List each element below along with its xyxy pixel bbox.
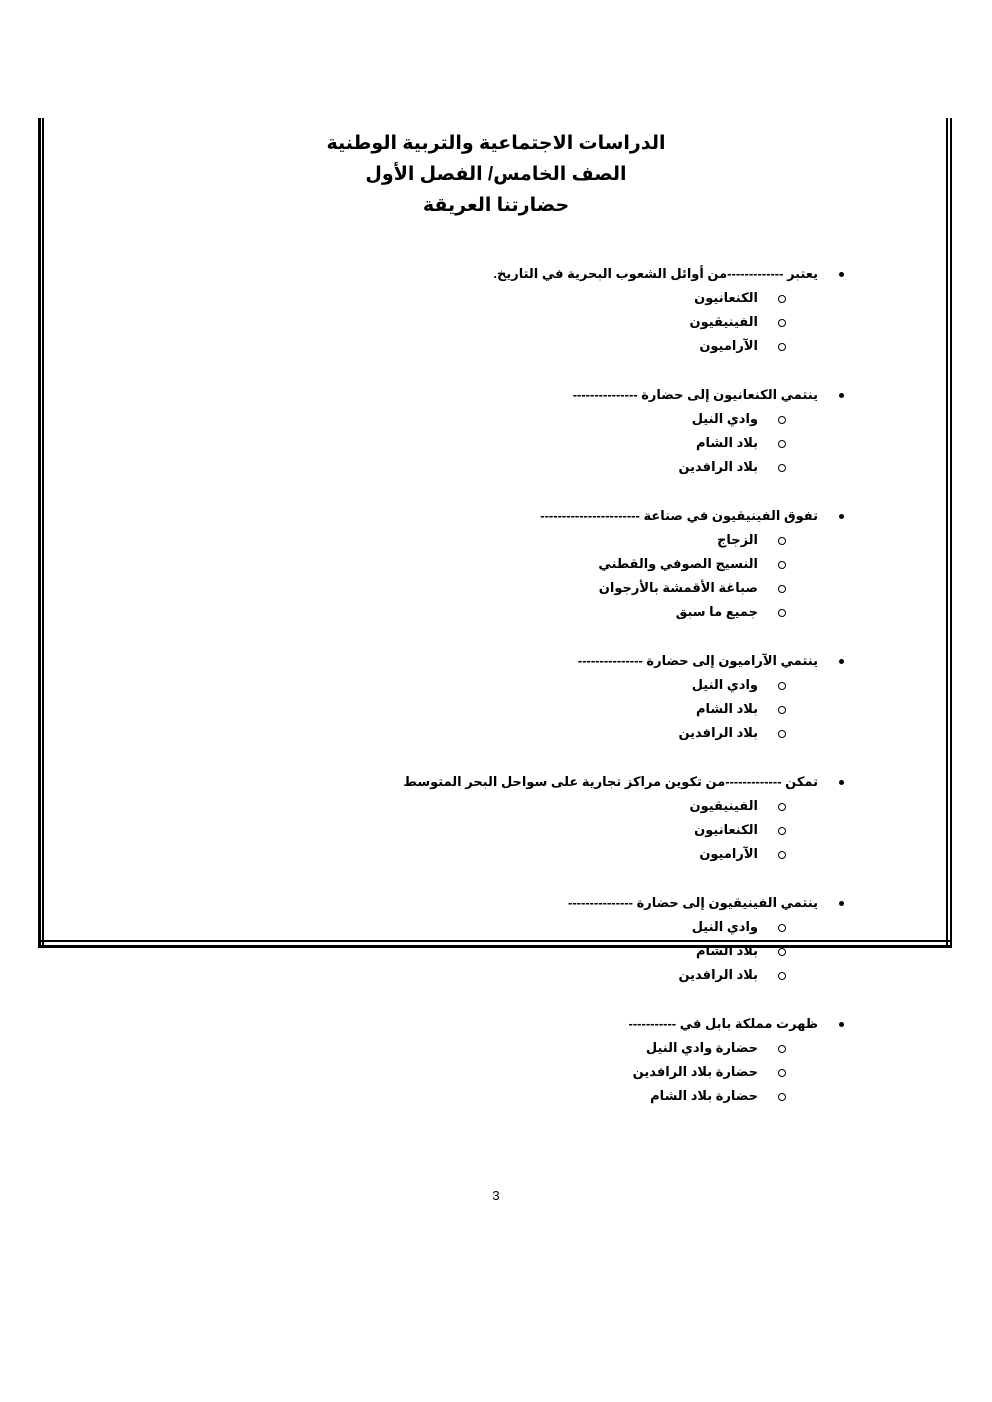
option-list	[0, 915, 992, 987]
answer-option	[0, 552, 992, 576]
option-text: صباغة الأقمشة بالأرجوان	[598, 580, 758, 595]
question-text: ينتمي الكنعانيون إلى حضارة ---------------	[572, 387, 818, 402]
bullet-icon	[839, 514, 844, 519]
question-text: ينتمي الآراميون إلى حضارة ---------------	[577, 653, 818, 668]
option-text: بلاد الشام	[695, 701, 758, 716]
question-item	[0, 891, 992, 987]
option-text: بلاد الرافدين	[678, 459, 758, 474]
option-text: وادي النيل	[691, 677, 758, 692]
bullet-icon	[839, 659, 844, 664]
circle-bullet-icon	[778, 730, 786, 738]
question-list	[0, 262, 992, 1133]
circle-bullet-icon	[778, 1069, 786, 1077]
bullet-icon	[839, 272, 844, 277]
answer-option	[0, 963, 992, 987]
question-text: يعتبر -------------من أوائل الشعوب البحرية في التاريخ.	[493, 266, 818, 281]
option-text: وادي النيل	[691, 919, 758, 934]
circle-bullet-icon	[778, 440, 786, 448]
answer-option	[0, 915, 992, 939]
answer-option	[0, 431, 992, 455]
question-stem	[0, 770, 992, 794]
question-text: ينتمي الفينيقيون إلى حضارة ---------------	[568, 895, 818, 910]
question-item	[0, 1012, 992, 1108]
option-text: الكنعانيون	[694, 822, 758, 837]
answer-option	[0, 286, 992, 310]
option-list	[0, 794, 992, 866]
option-list	[0, 286, 992, 358]
option-text: الفينيقيون	[689, 314, 758, 329]
answer-option	[0, 334, 992, 358]
option-text: الآراميون	[699, 338, 758, 353]
answer-option	[0, 528, 992, 552]
question-text: تفوق الفينيقيون في صناعة -----------------------	[540, 508, 818, 523]
answer-option	[0, 842, 992, 866]
lesson-title: حضارتنا العريقة	[422, 195, 570, 216]
circle-bullet-icon	[778, 924, 786, 932]
question-stem	[0, 649, 992, 673]
option-text: بلاد الشام	[695, 435, 758, 450]
question-item	[0, 649, 992, 745]
question-text: ظهرت مملكة بابل في -----------	[628, 1016, 818, 1031]
option-text: الكنعانيون	[694, 290, 758, 305]
option-text: جميع ما سبق	[675, 604, 758, 619]
question-item	[0, 383, 992, 479]
option-list	[0, 1036, 992, 1108]
option-text: حضارة بلاد الرافدين	[632, 1064, 758, 1079]
answer-option	[0, 407, 992, 431]
option-text: الفينيقيون	[689, 798, 758, 813]
answer-option	[0, 721, 992, 745]
option-text: بلاد الرافدين	[678, 967, 758, 982]
answer-option	[0, 1036, 992, 1060]
circle-bullet-icon	[778, 343, 786, 351]
circle-bullet-icon	[778, 295, 786, 303]
circle-bullet-icon	[778, 537, 786, 545]
question-text: تمكن -------------من تكوين مراكز تجارية على سواحل البحر المتوسط	[403, 774, 818, 789]
question-item	[0, 504, 992, 624]
answer-option	[0, 794, 992, 818]
question-stem	[0, 891, 992, 915]
answer-option	[0, 697, 992, 721]
circle-bullet-icon	[778, 609, 786, 617]
answer-option	[0, 1060, 992, 1084]
option-list	[0, 673, 992, 745]
answer-option	[0, 310, 992, 334]
answer-option	[0, 673, 992, 697]
option-text: النسيج الصوفي والقطني	[598, 556, 758, 571]
option-text: بلاد الشام	[695, 943, 758, 958]
answer-option	[0, 576, 992, 600]
circle-bullet-icon	[778, 464, 786, 472]
option-list	[0, 528, 992, 624]
subject-title: الدراسات الاجتماعية والتربية الوطنية	[326, 133, 666, 154]
circle-bullet-icon	[778, 972, 786, 980]
answer-option	[0, 455, 992, 479]
circle-bullet-icon	[778, 948, 786, 956]
circle-bullet-icon	[778, 319, 786, 327]
bullet-icon	[839, 1022, 844, 1027]
circle-bullet-icon	[778, 1045, 786, 1053]
circle-bullet-icon	[778, 706, 786, 714]
circle-bullet-icon	[778, 803, 786, 811]
option-text: بلاد الرافدين	[678, 725, 758, 740]
question-stem	[0, 383, 992, 407]
question-item	[0, 262, 992, 358]
circle-bullet-icon	[778, 851, 786, 859]
option-list	[0, 407, 992, 479]
circle-bullet-icon	[778, 827, 786, 835]
question-stem	[0, 1012, 992, 1036]
page-number: 3	[492, 1188, 500, 1203]
option-text: وادي النيل	[691, 411, 758, 426]
option-text: حضارة بلاد الشام	[650, 1088, 758, 1103]
answer-option	[0, 1084, 992, 1108]
bullet-icon	[839, 780, 844, 785]
option-text: الآراميون	[699, 846, 758, 861]
answer-option	[0, 600, 992, 624]
circle-bullet-icon	[778, 682, 786, 690]
question-item	[0, 770, 992, 866]
question-stem	[0, 504, 992, 528]
circle-bullet-icon	[778, 416, 786, 424]
circle-bullet-icon	[778, 585, 786, 593]
grade-term: الصف الخامس/ الفصل الأول	[365, 164, 627, 185]
question-stem	[0, 262, 992, 286]
option-text: حضارة وادي النيل	[645, 1040, 758, 1055]
answer-option	[0, 818, 992, 842]
bullet-icon	[839, 393, 844, 398]
answer-option	[0, 939, 992, 963]
circle-bullet-icon	[778, 1093, 786, 1101]
bullet-icon	[839, 901, 844, 906]
page-header	[0, 128, 992, 221]
circle-bullet-icon	[778, 561, 786, 569]
option-text: الزجاج	[716, 532, 758, 547]
